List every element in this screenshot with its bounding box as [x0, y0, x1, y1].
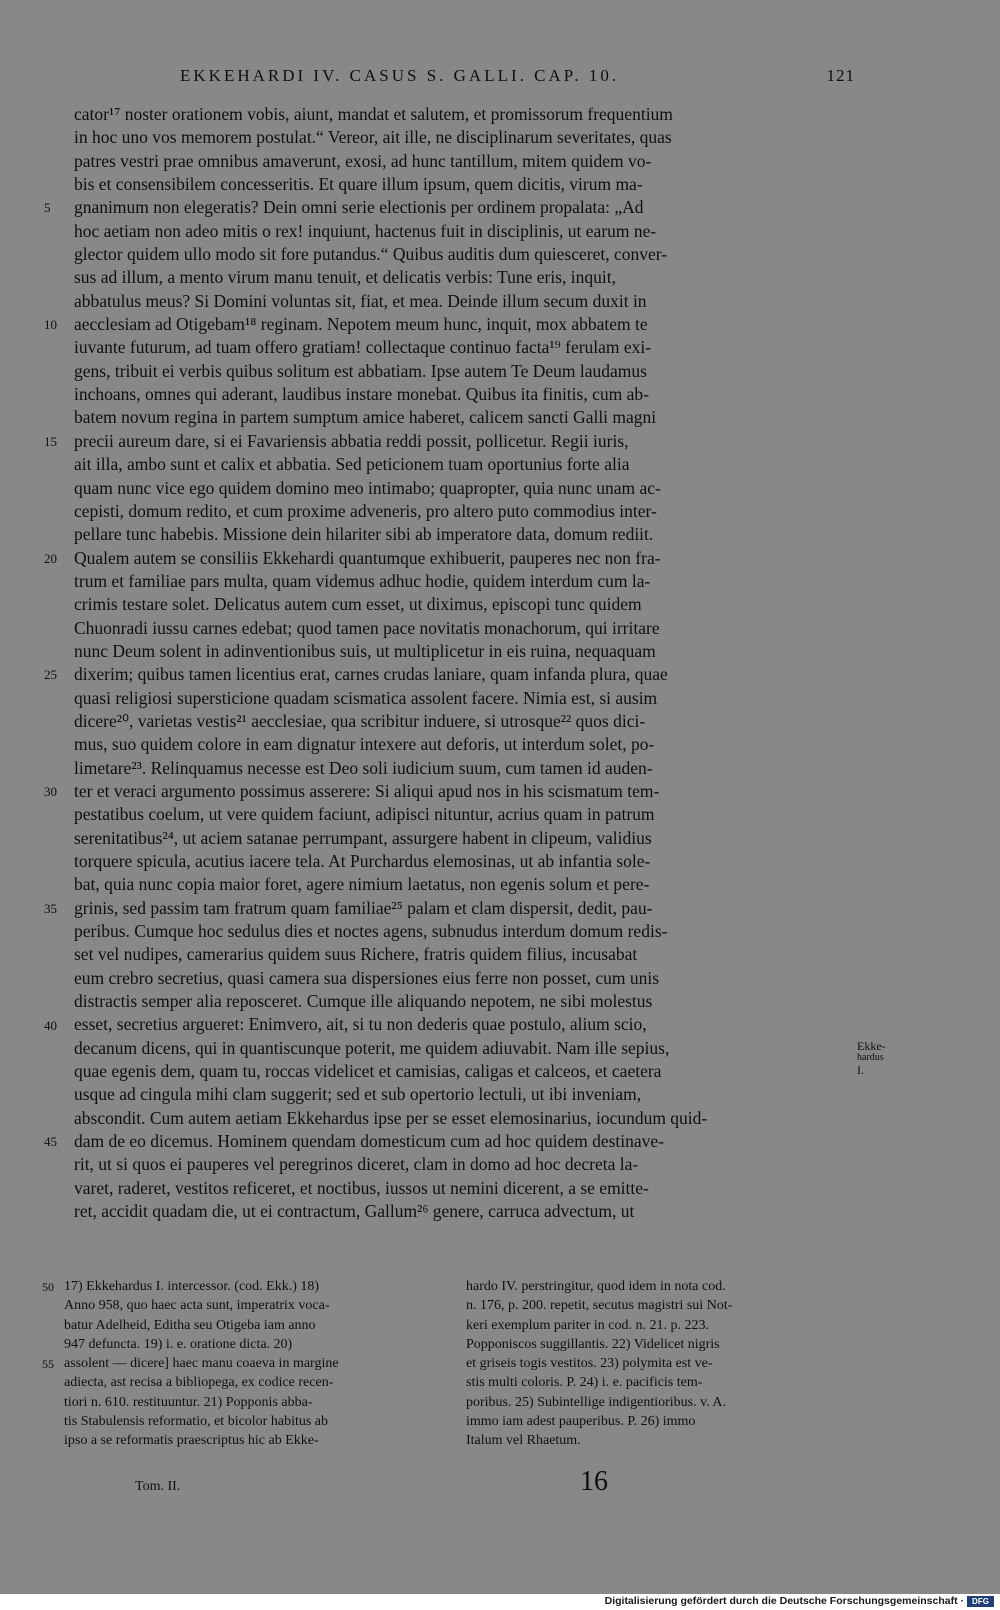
footnote-line: immo iam adest pauperibus. P. 26) immo — [466, 1414, 696, 1430]
footnote-line: tiori n. 610. restituuntur. 21) Popponis abba- — [64, 1394, 313, 1410]
footnote-line: et griseis togis vestitos. 23) polymita est ve- — [466, 1356, 713, 1372]
page-number: 121 — [826, 66, 855, 85]
body-line: torquere spicula, acutius iacere tela. At Purchardus elemosinas, ut ab infantia sole- — [74, 851, 651, 871]
body-line: decanum dicens, qui in quantiscunque poterit, me quidem adiuvabit. Nam ille sepius, — [74, 1037, 670, 1058]
body-line: pellare tunc habebis. Missione dein hilariter sibi ab imperatore data, domum rediit. — [74, 524, 654, 545]
footnote-line: hardo IV. perstringitur, quod idem in nota cod. — [466, 1279, 726, 1294]
line-number: 35 — [44, 900, 57, 916]
footnote-line: stis multi coloris. P. 24) i. e. pacificis tem- — [466, 1375, 703, 1391]
body-line: patres vestri prae omnibus amaverunt, exosi, ad hunc tantillum, mitem quidem vo- — [74, 150, 652, 171]
body-line: inchoans, omnes qui aderant, laudibus instare monebat. Quibus ita finitis, cum ab- — [74, 384, 649, 405]
margin-note-line: hardus — [857, 1052, 884, 1063]
footnote-line: batur Adelheid, Editha seu Otigeba iam anno — [64, 1317, 316, 1333]
body-line: peribus. Cumque hoc sedulus dies et noctes agens, subnudus interdum domum redis- — [74, 921, 668, 942]
line-number: 25 — [44, 667, 57, 683]
footnote-line: 17) Ekkehardus I. intercessor. (cod. Ekk.) 18) — [64, 1279, 320, 1294]
line-number: 45 — [44, 1134, 57, 1150]
body-line: pestatibus coelum, ut vere quidem faciunt, adipisci nituntur, acrius quam in patrum — [74, 804, 655, 825]
body-line: mus, suo quidem colore in eam dignatur intexere aut deforis, ut interdum solet, po- — [74, 734, 655, 755]
footnote-line: Italum vel Rhaetum. — [466, 1433, 581, 1449]
body-line: iuvante futurum, ad tuam offero gratiam! collectaque continuo facta¹⁹ ferulam exi- — [74, 337, 652, 358]
body-line: Chuonradi iussu carnes edebat; quod tamen pace novitatis monachorum, qui irritare — [74, 617, 660, 638]
line-number: 10 — [44, 317, 57, 333]
body-line: set vel nudipes, camerarius quidem suus Richere, fratris quidem filius, incusabat — [74, 944, 638, 965]
body-line: aecclesiam ad Otigebam¹⁸ reginam. Nepotem meum hunc, inquit, mox abbatem te — [74, 314, 648, 335]
footnote-line: ipso a se reformatis praescriptus hic ab Ekke- — [64, 1433, 319, 1449]
footnote-line: assolent — dicere] haec manu coaeva in margine — [64, 1356, 339, 1372]
body-line: batem novum regina in partem sumptum amice haberet, calicem sancti Galli magni — [74, 407, 657, 428]
body-line: gnanimum non elegeratis? Dein omni serie electionis per ordinem propalata: „Ad — [74, 197, 644, 218]
margin-note-line: Ekke- — [857, 1039, 886, 1053]
body-line: esset, secretius argueret: Enimvero, ait, si tu non dederis quae postulo, alium scio, — [74, 1014, 647, 1035]
body-line: abscondit. Cum autem aetiam Ekkehardus ipse per se esset elemosinarius, iocundum quid- — [74, 1107, 708, 1128]
footnote-line: adiecta, ast recisa a bibliopega, ex codice recen- — [64, 1375, 334, 1391]
body-line: gens, tribuit ei verbis quibus solitum est abbatiam. Ipse autem Te Deum laudamus — [74, 360, 647, 381]
body-line: quae egenis dem, quam tu, roccas videlicet et camisias, caligas et calceos, et caetera — [74, 1061, 662, 1082]
body-line: trum et familiae pars multa, quam videmus adhuc hodie, quidem interdum cum la- — [74, 570, 651, 591]
body-line: ret, accidit quadam die, ut ei contractum, Gallum²⁶ genere, carruca advectum, ut — [74, 1201, 635, 1222]
body-line: abbatulus meus? Si Domini voluntas sit, fiat, et mea. Deinde illum secum duxit in — [74, 290, 647, 311]
line-number: 5 — [44, 200, 51, 216]
body-line: dam de eo dicemus. Hominem quendam domesticum cum ad hoc quidem destinave- — [74, 1131, 664, 1152]
body-line: bat, quia nunc copia maior foret, agere nimium laetatus, non egenis solum et pere- — [74, 874, 650, 895]
body-line: crimis testare solet. Delicatus autem cum esset, ut diximus, episcopi tunc quidem — [74, 594, 642, 615]
body-line: usque ad cingula mihi clam suggerit; sed et sub opertorio lectuli, ut ibi inveniam, — [74, 1084, 642, 1105]
footnotes-left-column — [64, 1277, 444, 1451]
body-line: dixerim; quibus tamen licentius erat, carnes crudas laniare, quam infanda plura, quae — [74, 664, 668, 685]
footnote-line: Popponiscos suggillantis. 22) Videlicet nigris — [466, 1336, 720, 1352]
body-line: distractis semper alia reposceret. Cumque ille aliquando nepotem, ne sibi molestus — [74, 991, 653, 1012]
body-line: rit, ut si quos ei pauperes vel peregrinos diceret, clam in domo ad hoc decreta la- — [74, 1154, 639, 1175]
body-line: in hoc uno vos memorem postulat.“ Vereor, ait ille, ne disciplinarum severitates, quas — [74, 127, 672, 148]
signature-mark: Tom. II. — [135, 1479, 181, 1494]
footnote-line-number: 55 — [42, 1357, 54, 1371]
body-line: serenitatibus²⁴, ut aciem satanae perrumpant, assurgere habent in clipeum, validius — [74, 827, 652, 848]
sheet-number: 16 — [580, 1466, 608, 1497]
line-number: 20 — [44, 550, 57, 566]
body-line: varet, raderet, vestitos reficeret, et noctibus, iussos ut nemini dicerent, a se emitte- — [74, 1177, 649, 1198]
body-line: Qualem autem se consiliis Ekkehardi quantumque exhibuerit, pauperes nec non fra- — [74, 547, 661, 568]
body-line: quasi religiosi supersticione quadam scismatica assolent facere. Nimia est, si ausim — [74, 687, 658, 708]
body-line: eum crebro secretius, quasi camera sua dispersiones eius ferre non posset, cum unis — [74, 967, 660, 988]
running-head-title: EKKEHARDI IV. CASUS S. GALLI. CAP. 10. — [180, 66, 620, 85]
footnote-line-number: 50 — [42, 1280, 54, 1294]
footnote-line: tis Stabulensis reformatio, et bicolor habitus ab — [64, 1414, 329, 1430]
body-text — [74, 103, 852, 1224]
body-line: limetare²³. Relinquamus necesse est Deo soli iudicium suum, cum tamen id auden- — [74, 757, 653, 778]
footnote-line: Anno 958, quo haec acta sunt, imperatrix voca- — [64, 1298, 330, 1314]
body-line: nunc Deum solent in adinventionibus suis, ut multiplicetur in eis ruina, nequaquam — [74, 640, 656, 661]
body-line: ait illa, ambo sunt et calix et abbatia. Sed peticionem tuam oportunius forte alia — [74, 454, 630, 475]
body-line: ter et veraci argumento possimus asserere: Si aliqui apud nos in his scismatum tem- — [74, 780, 660, 801]
footnote-line: poribus. 25) Subintellige indigentioribus. v. A. — [466, 1394, 727, 1410]
body-line: quam nunc vice ego quidem domino meo intimabo; quapropter, quia nunc unam ac- — [74, 477, 661, 498]
dfg-logo-icon: DFG — [967, 1596, 994, 1607]
footnote-line: keri exemplum pariter in cod. n. 21. p. 223. — [466, 1317, 709, 1333]
margin-note-line: I. — [857, 1063, 864, 1077]
dfg-credit-text: Digitalisierung gefördert durch die Deutsche Forschungsgemeinschaft · — [604, 1595, 964, 1607]
body-line: bis et consensibilem concesseritis. Et quare illum ipsum, quem dicitis, virum ma- — [74, 174, 643, 195]
digitization-footer — [0, 1594, 1000, 1610]
body-line: grinis, sed passim tam fratrum quam familiae²⁵ palam et clam dispersit, dedit, pau- — [74, 897, 653, 918]
body-line: glector quidem ullo modo sit fore putandus.“ Quibus auditis dum quiesceret, conver- — [74, 244, 668, 265]
footnote-line: 947 defuncta. 19) i. e. oratione dicta. 20) — [64, 1336, 293, 1352]
running-head — [180, 66, 855, 86]
body-line: cator¹⁷ noster orationem vobis, aiunt, mandat et salutem, et promissorum frequentium — [74, 104, 673, 124]
footnote-line: n. 176, p. 200. repetit, secutus magistri sui Not- — [466, 1298, 733, 1314]
margin-note — [857, 1040, 903, 1076]
line-number: 15 — [44, 433, 57, 449]
body-line: hoc aetiam non adeo mitis o rex! inquiunt, hactenus fuit in disciplinis, ut earum ne- — [74, 220, 657, 241]
line-number: 40 — [44, 1017, 57, 1033]
line-number: 30 — [44, 784, 57, 800]
body-line: cepisti, domum redito, et cum proxime adveneris, pro altero puto commodius inter- — [74, 500, 657, 521]
body-line: dicere²⁰, varietas vestis²¹ aecclesiae, qua scribitur induere, si utrosque²² quos dici- — [74, 710, 646, 731]
body-line: precii aureum dare, si ei Favariensis abbatia reddi possit, pollicetur. Regii iuris, — [74, 430, 629, 451]
body-line: sus ad illum, a mento virum manu tenuit, et delicatis verbis: Tune eris, inquit, — [74, 267, 616, 288]
footnotes-right-column — [466, 1277, 846, 1451]
